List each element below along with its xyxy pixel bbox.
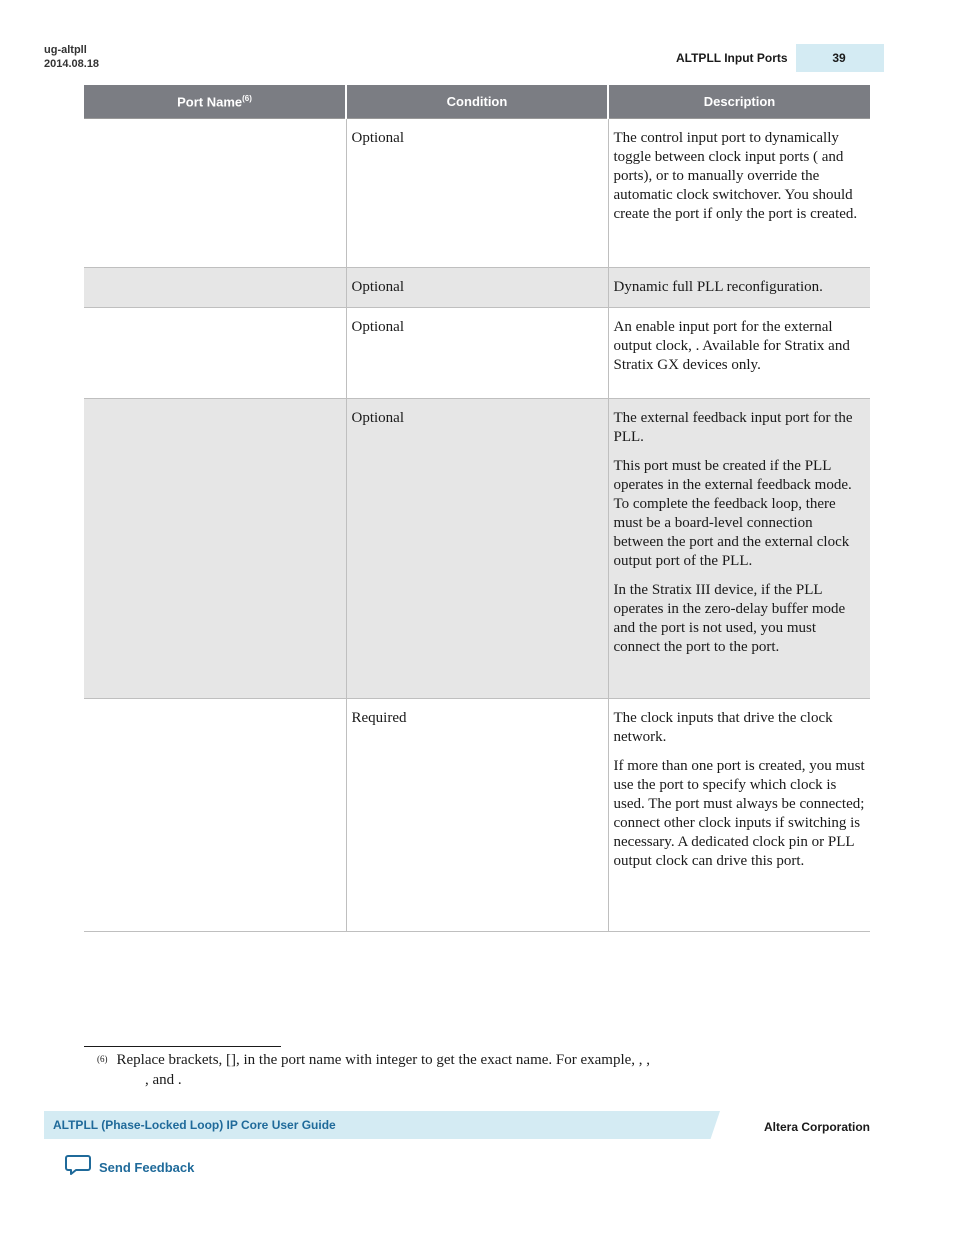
description-paragraph: In the Stratix III device, if the PLL operates in the zero-delay buffer mode and the port is not used, you must connect the port to the port.	[613, 582, 846, 655]
description-paragraph: This port must be created if the PLL operates in the external feedback mode. To complete the feedback loop, there must be a board-level connection between the port and the external clock output port of the PLL.	[613, 458, 852, 569]
document-id	[44, 43, 99, 71]
column-header-description: Description	[608, 85, 870, 119]
description-paragraph: The external feedback input port for the PLL.	[613, 410, 853, 445]
guide-title-link[interactable]: ALTPLL (Phase-Locked Loop) IP Core User Guide	[53, 1118, 336, 1132]
description-paragraph: An enable input port for the external output clock, . Available for Stratix and Stratix GX devices only.	[613, 319, 850, 373]
footnote	[97, 1050, 837, 1090]
footnote-marker: (6)	[97, 1054, 108, 1064]
send-feedback-label: Send Feedback	[99, 1160, 195, 1175]
table-row	[84, 699, 870, 932]
description-cell	[608, 308, 870, 399]
footnote-divider	[84, 1046, 281, 1047]
doc-date: 2014.08.18	[44, 58, 100, 70]
description-paragraph: The clock inputs that drive the clock network.	[613, 710, 833, 745]
table-row	[84, 119, 870, 268]
description-paragraph: The control input port to dynamically toggle between clock input ports ( and ports), or to manually override the automatic clock switchover. You should create the port if only the port is created.	[613, 130, 858, 222]
footnote-ref[interactable]: (6)	[242, 93, 252, 103]
input-ports-table	[84, 85, 870, 932]
table-header-row	[84, 85, 870, 119]
description-cell	[608, 699, 870, 932]
description-cell	[608, 119, 870, 268]
condition-cell: Required	[346, 699, 608, 932]
footnote-text-continued: , and .	[145, 1072, 182, 1088]
condition-cell: Optional	[346, 399, 608, 699]
port-name-cell	[84, 399, 346, 699]
condition-cell: Optional	[346, 268, 608, 308]
column-header-port-name: Port Name$^{(6)}$	[84, 85, 346, 119]
table-row	[84, 399, 870, 699]
condition-cell: Optional	[346, 308, 608, 399]
description-paragraph: If more than one port is created, you must use the port to specify which clock is used. The port must always be connected; connect other clock inputs if switching is necessary. A dedicated clock pin or PLL output clock can drive this port.	[613, 758, 865, 869]
footnote-text: Replace brackets, [], in the port name with integer to get the exact name. For example, , ,	[116, 1052, 651, 1068]
doc-code: ug-altpll	[44, 44, 87, 56]
section-title: ALTPLL Input Ports	[676, 51, 788, 65]
send-feedback-link[interactable]	[65, 1154, 194, 1181]
port-name-cell	[84, 119, 346, 268]
port-name-cell	[84, 308, 346, 399]
table-row	[84, 268, 870, 308]
description-paragraph: Dynamic full PLL reconfiguration.	[613, 279, 823, 295]
condition-cell: Optional	[346, 119, 608, 268]
company-name: Altera Corporation	[764, 1120, 871, 1134]
description-cell	[608, 399, 870, 699]
speech-bubble-icon	[65, 1154, 91, 1181]
description-cell	[608, 268, 870, 308]
page-number: 39	[832, 51, 846, 65]
column-header-condition: Condition	[346, 85, 608, 119]
table-row	[84, 308, 870, 399]
port-name-cell	[84, 699, 346, 932]
port-name-cell	[84, 268, 346, 308]
page-number-box	[796, 44, 884, 72]
